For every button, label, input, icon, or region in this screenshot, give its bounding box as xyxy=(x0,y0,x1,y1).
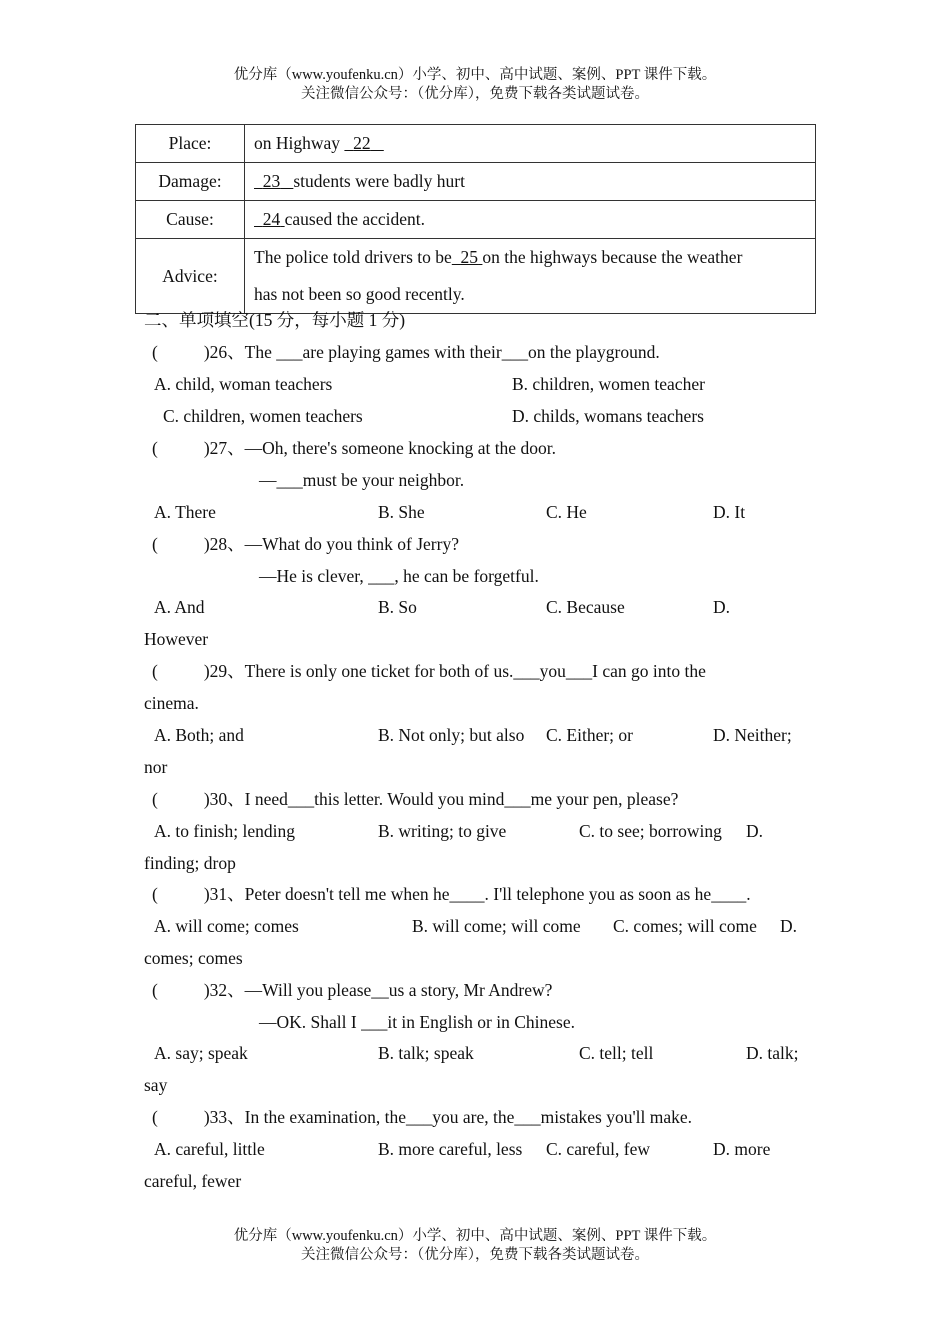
question-stem-line-2: —OK. Shall I ___it in English or in Chinese. xyxy=(259,1012,575,1032)
question-stem-line-2: —He is clever, ___, he can be forgetful. xyxy=(259,566,539,586)
answer-paren: ( xyxy=(152,1107,158,1127)
option-c: C. Because xyxy=(546,597,625,617)
option-b: B. She xyxy=(378,502,425,522)
option-a: A. child, woman teachers xyxy=(154,374,333,394)
table-row xyxy=(136,163,816,201)
option-c: C. children, women teachers xyxy=(163,406,363,426)
page-header xyxy=(0,66,950,104)
option-d: D. talk; xyxy=(746,1043,799,1063)
answer-paren-close: ) xyxy=(203,1107,210,1127)
question-32 xyxy=(152,979,552,1001)
option-a: A. There xyxy=(154,502,216,522)
option-c: C. to see; borrowing xyxy=(579,821,722,841)
question-stem-line-2: —___must be your neighbor. xyxy=(259,470,465,490)
option-c: C. Either; or xyxy=(546,725,633,745)
question-number: 30、 xyxy=(209,789,245,809)
option-a: A. to finish; lending xyxy=(154,821,295,841)
value-post: on the highways because the weather xyxy=(482,247,743,267)
answer-paren-close: ) xyxy=(203,534,210,554)
option-a: A. will come; comes xyxy=(154,916,299,936)
option-d: D. It xyxy=(713,502,746,522)
option-d-continued: nor xyxy=(144,757,168,777)
question-number: 32、 xyxy=(209,980,245,1000)
question-number: 33、 xyxy=(209,1107,245,1127)
question-33 xyxy=(152,1106,692,1128)
question-stem: I need___this letter. Would you mind___me your pen, please? xyxy=(244,789,679,809)
option-d: D. xyxy=(713,597,731,617)
question-29 xyxy=(152,660,706,682)
option-d: D. childs, womans teachers xyxy=(512,406,704,426)
blank-number: 23 xyxy=(262,171,281,191)
option-d: D. more xyxy=(713,1139,771,1159)
answer-paren: ( xyxy=(152,342,158,362)
row-label: Cause: xyxy=(136,201,245,239)
question-number: 26、 xyxy=(209,342,245,362)
page-footer xyxy=(0,1227,950,1265)
option-b: B. more careful, less xyxy=(378,1139,523,1159)
answer-paren-close: ) xyxy=(203,980,210,1000)
option-c: C. careful, few xyxy=(546,1139,650,1159)
option-b: B. Not only; but also xyxy=(378,725,525,745)
answer-paren-close: ) xyxy=(203,884,210,904)
row-label: Advice: xyxy=(136,239,245,314)
question-stem: The ___are playing games with their___on the playground. xyxy=(244,342,660,362)
value-pre: on Highway xyxy=(254,133,345,153)
option-b: B. children, women teacher xyxy=(512,374,705,394)
accident-report-table xyxy=(135,124,816,314)
option-d-continued: comes; comes xyxy=(144,948,243,968)
answer-blank xyxy=(452,247,483,267)
question-28 xyxy=(152,533,459,555)
row-value xyxy=(245,239,816,314)
question-number: 31、 xyxy=(209,884,245,904)
value-post: caused the accident. xyxy=(284,209,426,229)
question-30 xyxy=(152,788,678,810)
option-a: A. careful, little xyxy=(154,1139,265,1159)
question-31 xyxy=(152,883,751,905)
question-stem: —Will you please__us a story, Mr Andrew? xyxy=(244,980,553,1000)
question-26 xyxy=(152,341,660,363)
footer-line-2: 关注微信公众号：（优分库），免费下载各类试题试卷。 xyxy=(301,1247,649,1263)
option-b: B. So xyxy=(378,597,417,617)
option-d: D. xyxy=(746,821,764,841)
answer-paren-close: ) xyxy=(203,661,210,681)
answer-paren: ( xyxy=(152,789,158,809)
option-b: B. writing; to give xyxy=(378,821,507,841)
row-value xyxy=(245,125,816,163)
answer-paren: ( xyxy=(152,438,158,458)
row-value xyxy=(245,201,816,239)
question-stem: In the examination, the___you are, the___mistakes you'll make. xyxy=(244,1107,692,1127)
answer-blank xyxy=(254,209,285,229)
option-c: C. comes; will come xyxy=(613,916,757,936)
option-d-continued: say xyxy=(144,1075,168,1095)
answer-paren-close: ) xyxy=(203,342,210,362)
answer-paren: ( xyxy=(152,980,158,1000)
answer-blank xyxy=(344,133,383,153)
question-number: 29、 xyxy=(209,661,245,681)
blank-number: 24 xyxy=(262,209,281,229)
option-c: C. tell; tell xyxy=(579,1043,654,1063)
value-pre: The police told drivers to be xyxy=(254,247,452,267)
footer-line-1: 优分库（www.youfenku.cn）小学、初中、高中试题、案例、PPT 课件下载。 xyxy=(233,1228,717,1244)
option-a: A. say; speak xyxy=(154,1043,248,1063)
table-row xyxy=(136,201,816,239)
question-27 xyxy=(152,437,556,459)
option-d-continued: finding; drop xyxy=(144,853,236,873)
question-stem: Peter doesn't tell me when he____. I'll telephone you as soon as he____. xyxy=(244,884,751,904)
section-title: 二、单项填空(15 分，每小题 1 分) xyxy=(144,310,406,330)
question-number: 27、 xyxy=(209,438,245,458)
option-b: B. will come; will come xyxy=(412,916,581,936)
option-d: D. xyxy=(780,916,798,936)
option-a: A. Both; and xyxy=(154,725,244,745)
row-label: Damage: xyxy=(136,163,245,201)
row-value xyxy=(245,163,816,201)
value-line-2: has not been so good recently. xyxy=(254,284,465,304)
option-d-continued: However xyxy=(144,629,209,649)
header-line-2: 关注微信公众号：（优分库），免费下载各类试题试卷。 xyxy=(301,86,649,102)
answer-paren: ( xyxy=(152,661,158,681)
option-c: C. He xyxy=(546,502,587,522)
option-b: B. talk; speak xyxy=(378,1043,474,1063)
table-row xyxy=(136,239,816,314)
header-line-1: 优分库（www.youfenku.cn）小学、初中、高中试题、案例、PPT 课件下载。 xyxy=(233,67,717,83)
question-stem-line-2: cinema. xyxy=(144,693,199,713)
question-stem: —Oh, there's someone knocking at the door. xyxy=(244,438,556,458)
table-row xyxy=(136,125,816,163)
question-number: 28、 xyxy=(209,534,245,554)
option-d-continued: careful, fewer xyxy=(144,1171,242,1191)
value-post: students were badly hurt xyxy=(293,171,465,191)
option-d: D. Neither; xyxy=(713,725,792,745)
answer-paren-close: ) xyxy=(203,438,210,458)
answer-paren-close: ) xyxy=(203,789,210,809)
blank-number: 25 xyxy=(460,247,479,267)
question-stem: There is only one ticket for both of us.___you___I can go into the xyxy=(244,661,706,681)
answer-blank xyxy=(254,171,293,191)
answer-paren: ( xyxy=(152,534,158,554)
row-label: Place: xyxy=(136,125,245,163)
option-a: A. And xyxy=(154,597,205,617)
question-stem: —What do you think of Jerry? xyxy=(244,534,459,554)
blank-number: 22 xyxy=(353,133,371,153)
answer-paren: ( xyxy=(152,884,158,904)
